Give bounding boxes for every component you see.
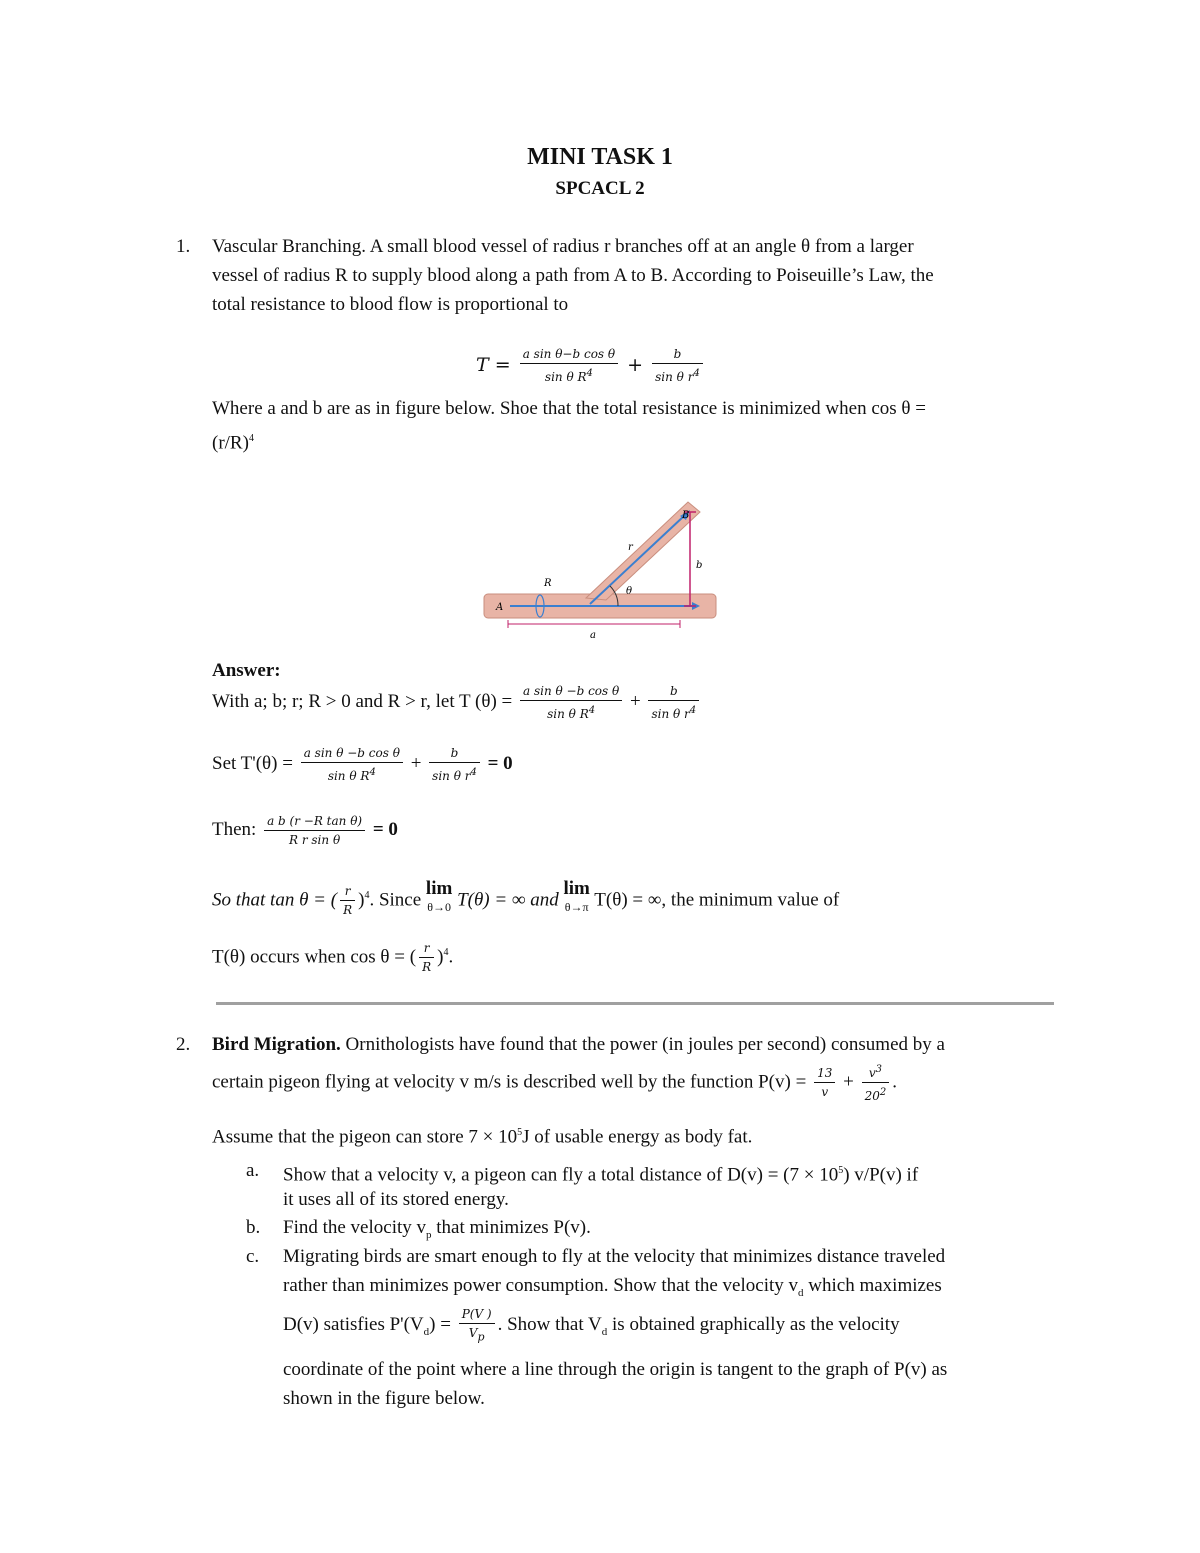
q2-line-3 xyxy=(212,1118,752,1151)
plus-sign: + xyxy=(410,753,422,774)
answer-line-5 xyxy=(212,936,453,975)
answer-frac-1 xyxy=(301,746,403,784)
q2-text: is obtained graphically as the velocity xyxy=(607,1314,900,1335)
q2c-line-3 xyxy=(283,1304,900,1353)
frac-denominator xyxy=(862,1083,890,1104)
exponent: 4 xyxy=(364,890,370,901)
label-r: r xyxy=(628,542,633,553)
exponent: 5 xyxy=(838,1165,844,1176)
lim-text: lim xyxy=(563,878,590,899)
q1-line-1: Vascular Branching. A small blood vessel of radius r branches off at an angle θ from a larger xyxy=(212,236,914,257)
exponent: 4 xyxy=(470,766,477,778)
answer-text: ) xyxy=(437,946,444,968)
q2c-line-2 xyxy=(283,1271,942,1308)
q2-text: Assume that the pigeon can store 7 × 10 xyxy=(212,1126,518,1148)
plus-sign: + xyxy=(629,691,641,712)
q2-text: Ornithologists have found that the power (in joules per second) consumed by a xyxy=(340,1034,945,1055)
frac-den-text: V xyxy=(468,1325,478,1340)
pv-frac xyxy=(459,1307,495,1344)
q2-text: D(v) satisfies P'(V xyxy=(283,1314,424,1335)
r-over-R xyxy=(340,884,355,918)
frac-denominator xyxy=(301,763,403,784)
lim-subscript: θ→π xyxy=(564,900,589,914)
frac-numerator: b xyxy=(429,746,480,763)
exponent: 4 xyxy=(369,766,376,778)
answer-text: = 0 xyxy=(487,753,513,774)
exponent: 4 xyxy=(443,947,449,958)
power-frac-2 xyxy=(862,1062,890,1104)
exponent: 4 xyxy=(693,368,700,379)
label-b: b xyxy=(696,560,703,571)
q1-number: 1. xyxy=(176,236,191,257)
q2-title: Bird Migration. xyxy=(212,1034,341,1055)
answer-line-4 xyxy=(212,878,839,918)
answer-text: T(θ) occurs when cos θ = ( xyxy=(212,946,417,968)
flow-arrow-branch xyxy=(590,516,684,604)
q2-text: Show that a velocity v, a pigeon can fly a total distance of D(v) = (7 × 10 xyxy=(283,1164,839,1186)
frac-denominator xyxy=(429,763,480,784)
q2-text: certain pigeon flying at velocity v m/s is described well by the function P(v) = xyxy=(212,1071,807,1093)
frac-numerator: a sin θ−b cos θ xyxy=(520,347,618,364)
q1-where-line-1: Where a and b are as in figure below. Shoe that the total resistance is minimized when cos θ = xyxy=(212,398,926,419)
r-over-R xyxy=(419,941,434,975)
frac-numerator: P(V ) xyxy=(459,1307,495,1324)
frac-den-text: sin θ R xyxy=(327,768,370,783)
q2-text: rather than minimizes power consumption. Show that the velocity v xyxy=(283,1275,799,1296)
label-B: B xyxy=(682,510,690,521)
frac-denominator xyxy=(648,701,699,722)
subscript: p xyxy=(426,1228,432,1241)
frac-denominator: R r sin θ xyxy=(289,832,341,847)
exponent: 4 xyxy=(588,704,596,716)
frac-den-text: 20 xyxy=(864,1089,880,1103)
answer-frac-3 xyxy=(264,814,365,848)
lim-text: lim xyxy=(425,878,453,899)
frac-denominator xyxy=(520,701,622,722)
answer-text: . Since xyxy=(369,889,422,911)
page-subtitle: SPCACL 2 xyxy=(555,178,645,199)
answer-frac-2 xyxy=(429,746,480,784)
frac-numerator: a b (r −R tan θ) xyxy=(264,814,365,831)
frac-numerator: a sin θ −b cos θ xyxy=(301,746,403,763)
answer-heading: Answer: xyxy=(212,660,281,681)
frac-numerator: a sin θ −b cos θ xyxy=(520,684,622,701)
answer-text: T(θ) = ∞, the minimum value of xyxy=(594,889,840,911)
frac-den-text: sin θ R xyxy=(544,370,587,384)
frac-numerator xyxy=(862,1062,890,1083)
power-frac-1 xyxy=(814,1066,835,1100)
page-title: MINI TASK 1 xyxy=(527,144,673,170)
frac-numerator: b xyxy=(652,347,703,364)
answer-line-2 xyxy=(212,744,513,784)
answer-text: . xyxy=(448,946,454,968)
where-text: (r/R) xyxy=(212,432,249,454)
frac-numerator: r xyxy=(419,941,434,958)
exponent: 4 xyxy=(586,368,593,379)
q2-text: that minimizes P(v). xyxy=(431,1217,591,1238)
q2c-label: c. xyxy=(246,1246,260,1267)
q1-line-3: total resistance to blood flow is proportional to xyxy=(212,294,569,315)
lim-subscript: θ→0 xyxy=(427,900,451,914)
frac-den-text: sin θ r xyxy=(651,706,690,721)
plus-sign: + xyxy=(843,1071,854,1093)
q2-text: ) = xyxy=(429,1314,451,1335)
q2c-line-1: Migrating birds are smart enough to fly at the velocity that minimizes distance traveled xyxy=(283,1246,946,1267)
frac-denominator xyxy=(520,364,618,385)
frac-den-text: sin θ r xyxy=(432,768,471,783)
subscript: d xyxy=(798,1286,804,1299)
q1-where-line-2 xyxy=(212,424,254,457)
frac-numerator: r xyxy=(340,884,355,901)
q2-line-2 xyxy=(212,1062,897,1104)
q2c-line-5: shown in the figure below. xyxy=(283,1388,485,1409)
answer-text: ) xyxy=(358,889,365,911)
frac-denominator xyxy=(652,364,703,385)
q2-text: . xyxy=(892,1071,897,1093)
answer-frac-1 xyxy=(520,684,622,722)
exponent: 2 xyxy=(879,1087,887,1098)
frac-denominator: v xyxy=(821,1085,829,1099)
q2a-line-2: it uses all of its stored energy. xyxy=(283,1189,509,1210)
subscript: d xyxy=(423,1325,430,1338)
frac-numerator: b xyxy=(648,684,699,701)
answer-line-1 xyxy=(212,682,702,722)
exponent: 4 xyxy=(689,704,697,716)
formula-lhs: T = xyxy=(476,354,511,376)
exponent: 4 xyxy=(248,433,254,444)
q2-text: . Show that V xyxy=(497,1314,602,1335)
frac-num-text: v xyxy=(868,1066,876,1080)
q2c-line-4: coordinate of the point where a line through the origin is tangent to the graph of P(v) as xyxy=(283,1359,948,1380)
label-theta: θ xyxy=(626,586,633,597)
frac-den-text: sin θ r xyxy=(655,370,694,384)
q2-text: ) v/P(v) if xyxy=(843,1164,919,1186)
frac-den-text: sin θ R xyxy=(547,706,589,721)
q2-text: J of usable energy as body fat. xyxy=(522,1126,753,1148)
q2-number: 2. xyxy=(176,1034,191,1055)
exponent: 5 xyxy=(517,1127,523,1138)
q2-text: Find the velocity v xyxy=(283,1217,427,1238)
answer-text: Then: xyxy=(212,819,257,840)
answer-text: So that tan θ = ( xyxy=(212,889,338,911)
answer-text: Set T'(θ) = xyxy=(212,753,293,774)
q2a-label: a. xyxy=(246,1160,260,1181)
frac-numerator: 13 xyxy=(814,1066,835,1083)
q1-line-2: vessel of radius R to supply blood along a path from A to B. According to Poiseuille’s Law, the xyxy=(212,265,934,286)
q1-formula xyxy=(476,346,706,385)
formula-frac-2 xyxy=(652,347,703,385)
frac-denominator: R xyxy=(422,959,432,974)
subscript: d xyxy=(601,1325,608,1338)
exponent: 3 xyxy=(875,1064,882,1075)
label-a: a xyxy=(590,630,596,641)
answer-frac-2 xyxy=(648,684,699,722)
limit-1 xyxy=(426,878,452,914)
answer-text: = 0 xyxy=(372,819,398,840)
q2-line-1 xyxy=(212,1030,945,1059)
frac-denominator: R xyxy=(343,902,353,917)
formula-frac-1 xyxy=(520,347,618,385)
label-R: R xyxy=(544,578,552,589)
q2b-label: b. xyxy=(246,1217,261,1238)
label-A: A xyxy=(496,602,504,613)
limit-2 xyxy=(563,878,589,914)
subscript: p xyxy=(477,1330,485,1344)
answer-text: With a; b; r; R > 0 and R > r, let T (θ) = xyxy=(212,691,513,712)
answer-line-3 xyxy=(212,810,398,850)
answer-text: T(θ) = ∞ and xyxy=(457,889,559,911)
section-divider xyxy=(216,1002,1054,1005)
frac-denominator xyxy=(459,1324,495,1344)
plus-sign: + xyxy=(627,354,644,376)
q2-text: which maximizes xyxy=(803,1275,942,1296)
vessel-branching-figure xyxy=(478,496,722,642)
